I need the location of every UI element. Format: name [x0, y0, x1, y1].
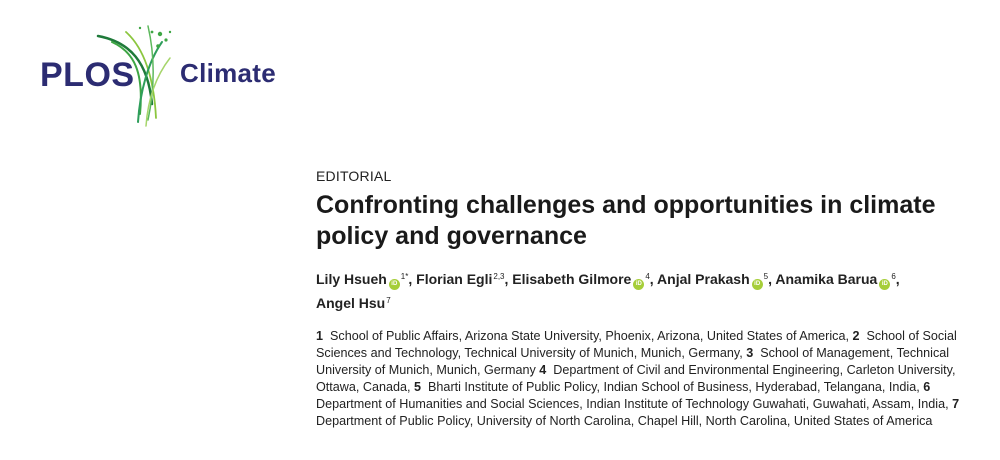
affiliation-text: Department of Public Policy, University of North Carolina, Chapel Hill, North Carolina, United States of America	[316, 414, 933, 428]
author-name: Lily Hsueh	[316, 271, 387, 287]
author-name: Elisabeth Gilmore	[512, 271, 632, 287]
affiliation-number: 2	[852, 329, 860, 343]
article-header	[316, 168, 976, 430]
author-affiliation-marker: 1*	[400, 272, 409, 281]
affiliation-text: Department of Humanities and Social Sciences, Indian Institute of Technology Guwahati, Guwahati, Assam, India,	[316, 397, 953, 411]
affiliation-text: School of Management, Technical University of Munich, Munich, Germany	[316, 346, 950, 377]
affiliation-number: 7	[952, 397, 960, 411]
affiliation-text: Department of Civil and Environmental Engineering, Carleton University, Ottawa, Canada,	[316, 363, 956, 394]
journal-logo[interactable]	[30, 22, 310, 132]
logo-journal-name: Climate	[180, 58, 277, 88]
author-name: Florian Egli	[416, 271, 493, 287]
author-affiliation-marker: 7	[386, 296, 391, 305]
author-affiliation-marker: 6	[891, 272, 896, 281]
author-affiliation-marker: 4	[645, 272, 650, 281]
orcid-icon[interactable]: iD	[879, 279, 890, 290]
orcid-icon[interactable]: iD	[389, 279, 400, 290]
author[interactable]	[657, 271, 768, 287]
author[interactable]	[775, 271, 895, 287]
affiliation-number: 1	[316, 329, 324, 343]
author-list: Lily Hsueh $iD^{1*}$, Florian Egli$^{2,3}$, Elisabeth Gilmore $iD^4$, Anjal Prakash $iD^5$, Anamika Barua $iD^6$, Angel Hsu$^7$	[316, 271, 900, 311]
author-affiliation-marker: 2,3	[493, 272, 505, 281]
affiliation-number: 4	[539, 363, 547, 377]
affiliation-item	[316, 329, 852, 343]
affiliation-text: School of Public Affairs, Arizona State University, Phoenix, Arizona, United States of America,	[330, 329, 853, 343]
orcid-icon[interactable]: iD	[633, 279, 644, 290]
author[interactable]	[416, 271, 504, 287]
author-name: Angel Hsu	[316, 295, 386, 311]
author[interactable]	[316, 295, 391, 311]
affiliation-number: 5	[414, 380, 422, 394]
affiliation-item	[414, 380, 923, 394]
author-name: Anjal Prakash	[657, 271, 750, 287]
affiliations	[316, 328, 976, 430]
affiliation-text: Bharti Institute of Public Policy, Indian School of Business, Hyderabad, Telangana, India,	[428, 380, 924, 394]
author[interactable]	[316, 271, 408, 287]
affiliation-number: 6	[923, 380, 931, 394]
logo-brand: PLOS	[40, 56, 135, 94]
author-affiliation-marker: 5	[763, 272, 769, 281]
orcid-icon[interactable]: iD	[752, 279, 763, 290]
article-title: Confronting challenges and opportunities in climate policy and governance	[316, 191, 936, 250]
author-name: Anamika Barua	[775, 271, 878, 287]
affiliation-number: 3	[746, 346, 754, 360]
article-type: EDITORIAL	[316, 168, 392, 184]
affiliation-text: School of Social Sciences and Technology, Technical University of Munich, Munich, Germany,	[316, 329, 957, 360]
author[interactable]	[512, 271, 650, 287]
